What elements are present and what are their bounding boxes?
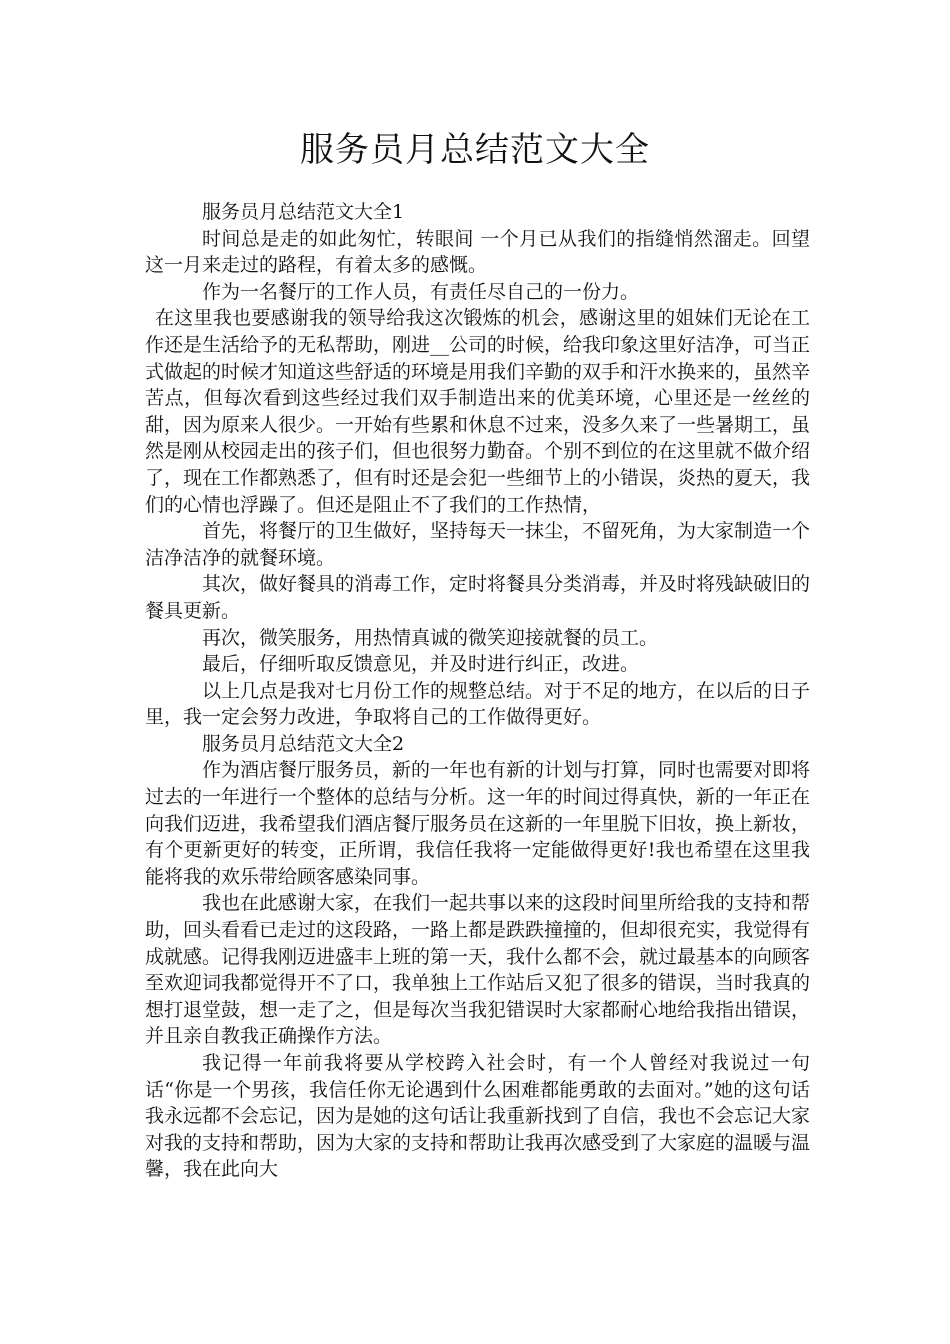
section-heading-1: 服务员月总结范文大全1 xyxy=(202,201,405,223)
paragraph: 作为一名餐厅的工作人员，有责任尽自己的一份力。 xyxy=(202,280,640,303)
paragraph: 我记得一年前我将要从学校跨入社会时，有一个人曾经对我说过一句话“你是一个男孩，我信任你无论遇到什么困难都能勇敢的去面对。”她的这句话我永远都不会忘记，因为是她的这句话让我重新找到了自信，我也不会忘记大家对我的支持和帮助，因为大家的支持和帮助让我再次感受到了大家庭的温暖与温馨，我在此向大 xyxy=(145,1052,811,1181)
document-body xyxy=(145,199,810,1183)
paragraph: 在这里我也要感谢我的领导给我这次锻炼的机会，感谢这里的姐妹们无论在工作还是生活给予的无私帮助，刚进__公司的时候，给我印象这里好洁净，可当正式做起的时候才知道这些舒适的环境是用我们辛勤的双手和汗水换来的，虽然辛苦点，但每次看到这些经过我们双手制造出来的优美环境，心里还是一丝丝的甜，因为原来人很少。一开始有些累和休息不过来，没多久来了一些暑期工，虽然是刚从校园走出的孩子们，但也很努力勤奋。个别不到位的在这里就不做介绍了，现在工作都熟悉了，但有时还是会犯一些细节上的小错误，炎热的夏天，我们的心情也浮躁了。但还是阻止不了我们的工作热情， xyxy=(145,307,811,516)
document-title: 服务员月总结范文大全 xyxy=(300,130,650,170)
paragraph: 时间总是走的如此匆忙，转眼间 一个月已从我们的指缝悄然溜走。回望这一月来走过的路程，有着太多的感慨。 xyxy=(145,227,810,277)
paragraph: 首先，将餐厅的卫生做好，坚持每天一抹尘，不留死角，为大家制造一个洁净洁净的就餐环境。 xyxy=(145,520,811,569)
section-heading-2: 服务员月总结范文大全2 xyxy=(202,732,405,755)
paragraph: 我也在此感谢大家，在我们一起共事以来的这段时间里所给我的支持和帮助，回头看看已走过的这段路，一路上都是跌跌撞撞的，但却很充实，我觉得有成就感。记得我刚迈进盛丰上班的第一天，我什么都不会，就过最基本的向顾客至欢迎词我都觉得开不了口，我单独上工作站后又犯了很多的错误，当时我真的想打退堂鼓，想一走了之，但是每次当我犯错误时大家都耐心地给我指出错误，并且亲自教我正确操作方法。 xyxy=(145,892,811,1048)
paragraph: 再次，微笑服务，用热情真诚的微笑迎接就餐的员工。 xyxy=(202,626,659,649)
paragraph: 其次，做好餐具的消毒工作，定时将餐具分类消毒，并及时将残缺破旧的餐具更新。 xyxy=(145,573,811,622)
paragraph: 最后，仔细听取反馈意见，并及时进行纠正，改进。 xyxy=(202,653,640,676)
paragraph: 作为酒店餐厅服务员，新的一年也有新的计划与打算，同时也需要对即将过去的一年进行一个整体的总结与分析。这一年的时间过得真快，新的一年正在向我们迈进，我希望我们酒店餐厅服务员在这新的一年里脱下旧妆，换上新妆，有个更新更好的转变，正所谓，我信任我将一定能做得更好!我也希望在这里我能将我的欢乐带给顾客感染同事。 xyxy=(145,759,811,888)
paragraph: 以上几点是我对七月份工作的规整总结。对于不足的地方，在以后的日子里，我一定会努力改进，争取将自己的工作做得更好。 xyxy=(145,679,811,729)
